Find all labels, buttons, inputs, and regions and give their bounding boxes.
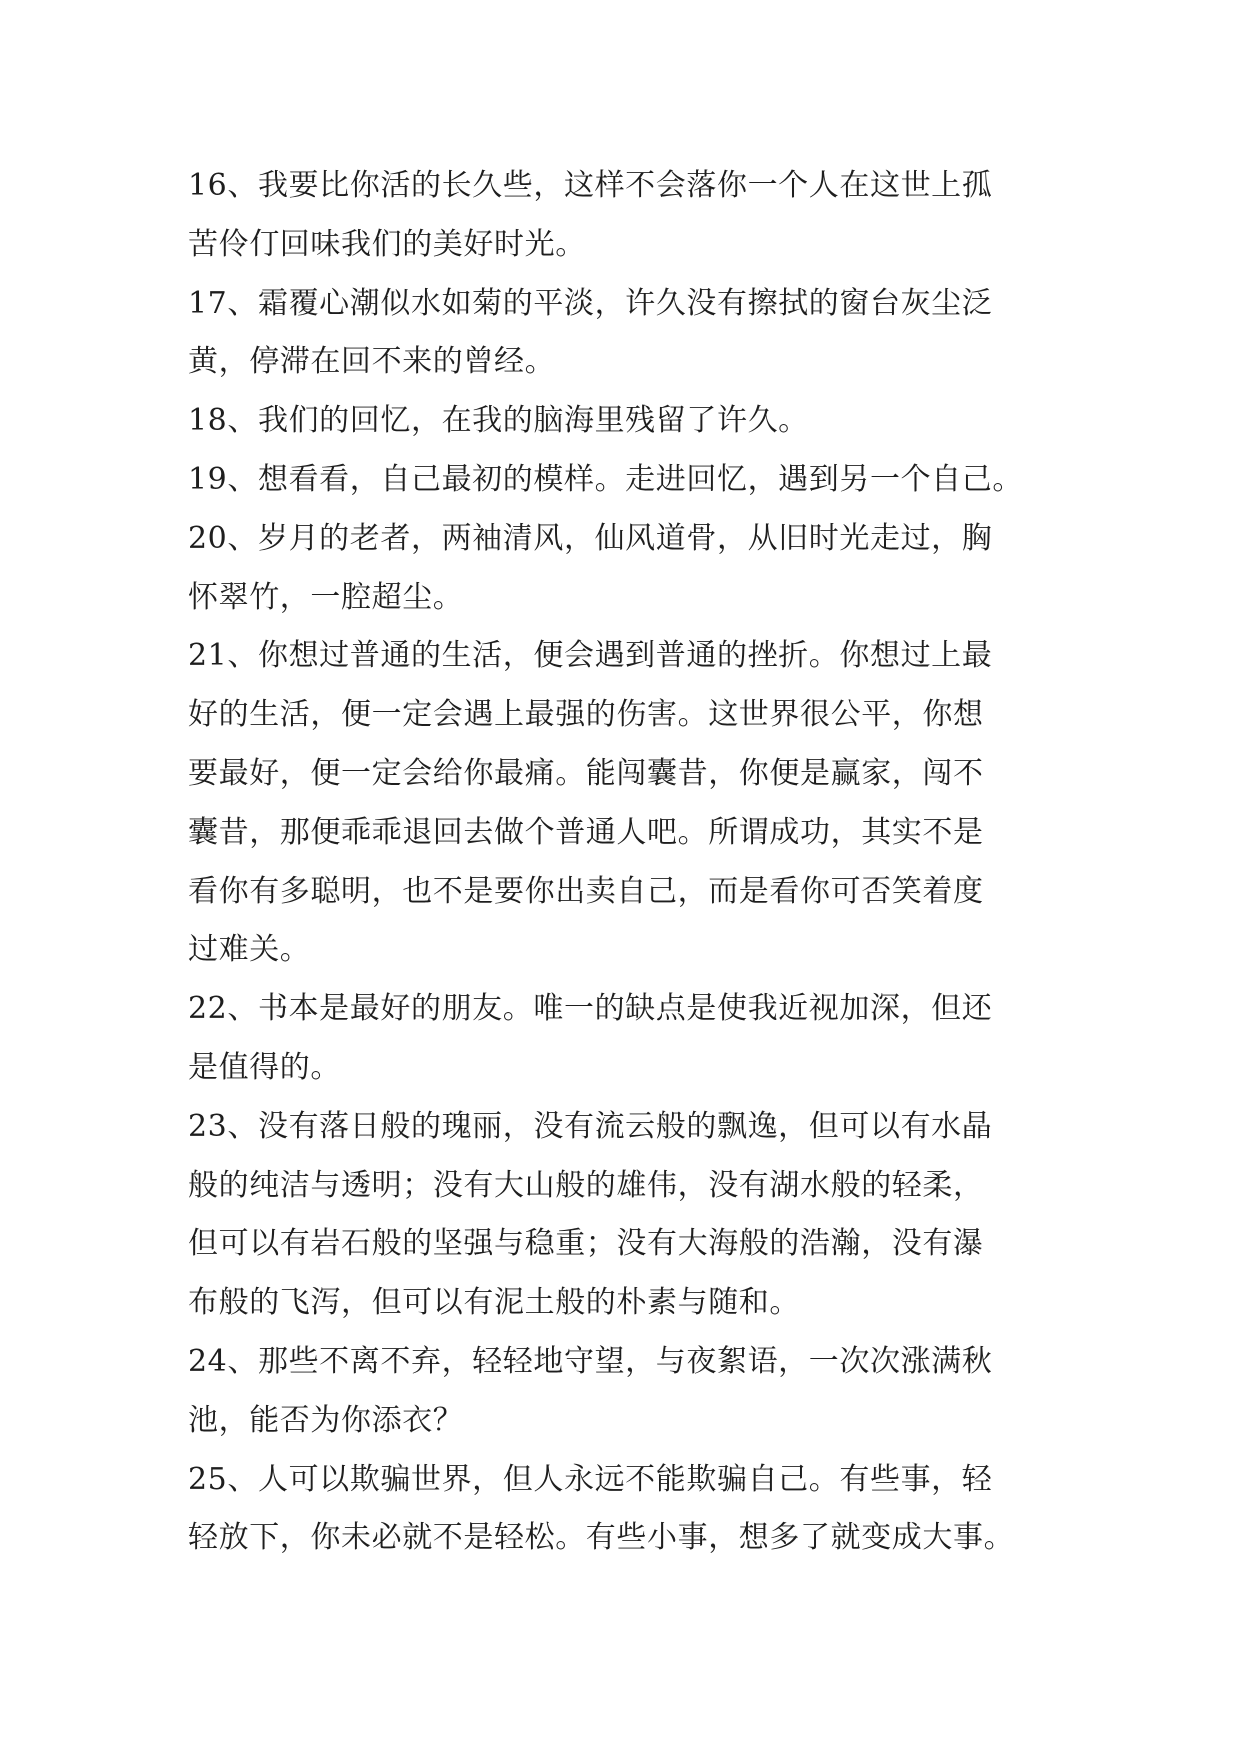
text-line: 轻放下，你未必就不是轻松。有些小事，想多了就变成大事。 [188, 1520, 1015, 1556]
text-line: 19、想看看，自己最初的模样。走进回忆，遇到另一个自己。 [188, 461, 1023, 497]
text-line: 过难关。 [188, 932, 311, 968]
text-line: 是值得的。 [188, 1049, 341, 1085]
paragraph-19 [188, 451, 1068, 510]
text-line: 但可以有岩石般的坚强与稳重；没有大海般的浩瀚，没有瀑 [188, 1226, 984, 1262]
paragraph-16 [188, 157, 1068, 275]
text-line: 怀翠竹，一腔超尘。 [188, 579, 464, 615]
paragraph-23 [188, 1098, 1068, 1333]
text-line: 18、我们的回忆，在我的脑海里残留了许久。 [188, 403, 809, 439]
text-line: 21、你想过普通的生活，便会遇到普通的挫折。你想过上最 [188, 638, 993, 674]
text-line: 24、那些不离不弃，轻轻地守望，与夜絮语，一次次涨满秋 [188, 1343, 993, 1379]
paragraph-22 [188, 980, 1068, 1098]
text-body [188, 157, 1068, 1568]
paragraph-25 [188, 1451, 1068, 1569]
paragraph-20 [188, 510, 1068, 628]
paragraph-21 [188, 627, 1068, 980]
text-line: 黄，停滞在回不来的曾经。 [188, 344, 556, 380]
text-line: 看你有多聪明，也不是要你出卖自己，而是看你可否笑着度 [188, 873, 984, 909]
paragraph-17 [188, 275, 1068, 393]
text-line: 好的生活，便一定会遇上最强的伤害。这世界很公平，你想 [188, 697, 984, 733]
text-line: 般的纯洁与透明；没有大山般的雄伟，没有湖水般的轻柔， [188, 1167, 984, 1203]
text-line: 20、岁月的老者，两袖清风，仙风道骨，从旧时光走过，胸 [188, 520, 993, 556]
text-line: 池，能否为你添衣？ [188, 1402, 464, 1438]
text-line: 布般的飞泻，但可以有泥土般的朴素与随和。 [188, 1285, 800, 1321]
text-line: 16、我要比你活的长久些，这样不会落你一个人在这世上孤 [188, 168, 993, 203]
text-line: 囊昔，那便乖乖退回去做个普通人吧。所谓成功，其实不是 [188, 814, 984, 850]
text-line: 要最好，便一定会给你最痛。能闯囊昔，你便是赢家，闯不 [188, 755, 984, 791]
text-line: 23、没有落日般的瑰丽，没有流云般的飘逸，但可以有水晶 [188, 1108, 993, 1144]
text-line: 25、人可以欺骗世界，但人永远不能欺骗自己。有些事，轻 [188, 1461, 993, 1497]
text-line: 22、书本是最好的朋友。唯一的缺点是使我近视加深，但还 [188, 991, 993, 1027]
paragraph-18 [188, 392, 1068, 451]
text-line: 苦伶仃回味我们的美好时光。 [188, 226, 586, 262]
paragraph-24 [188, 1333, 1068, 1451]
text-line: 17、霜覆心潮似水如菊的平淡，许久没有擦拭的窗台灰尘泛 [188, 285, 993, 321]
